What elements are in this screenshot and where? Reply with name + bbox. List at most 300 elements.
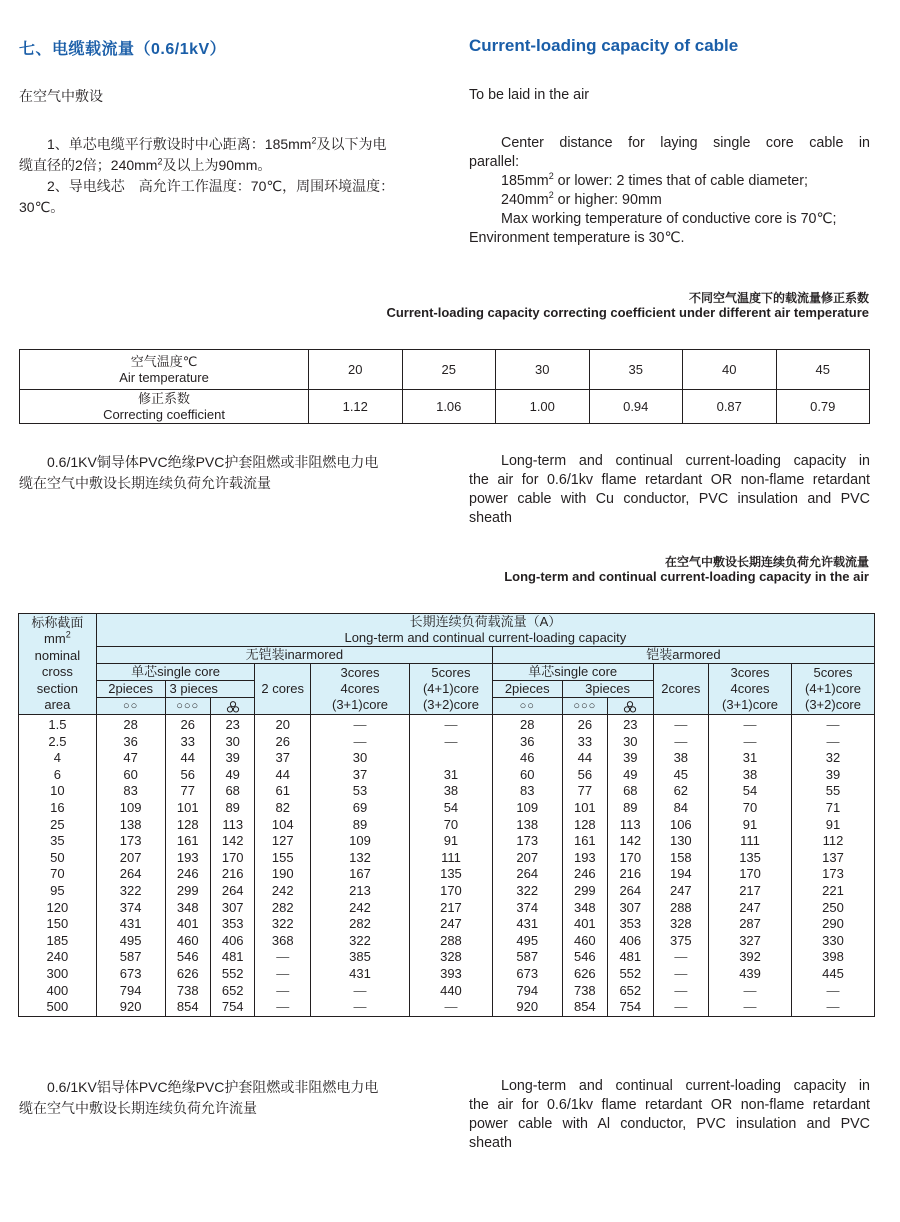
capacity-cell: 552 bbox=[608, 966, 653, 983]
capacity-cell: 920 bbox=[492, 999, 562, 1016]
coef-value-cell: 0.79 bbox=[776, 390, 870, 424]
capacity-cell: 247 bbox=[410, 916, 493, 933]
capacity-cell: 207 bbox=[492, 850, 562, 867]
capacity-cell: 23 bbox=[608, 715, 653, 734]
capacity-cell: 854 bbox=[165, 999, 210, 1016]
capacity-cell: 49 bbox=[210, 767, 254, 784]
capacity-cell: 445 bbox=[791, 966, 874, 983]
capacity-cell: 246 bbox=[165, 866, 210, 883]
capacity-cell: 374 bbox=[96, 900, 165, 917]
capacity-cell: 47 bbox=[96, 750, 165, 767]
capacity-cell: 54 bbox=[709, 783, 792, 800]
al-section-desc-cn: 0.6/1KV铝导体PVC绝缘PVC护套阻燃或非阻燃电力电 缆在空气中敷设长期连续负荷允许流量 bbox=[19, 1079, 379, 1116]
capacity-cell: 328 bbox=[653, 916, 709, 933]
capacity-cell: 242 bbox=[311, 900, 410, 917]
capacity-cell: 91 bbox=[410, 833, 493, 850]
capacity-cell: 30 bbox=[210, 734, 254, 751]
capacity-cell: 282 bbox=[255, 900, 311, 917]
intro-notes-en: Center distance for laying single core cable in parallel: $185mm^2$ or lower: 2 times that of cable diameter; $240mm^2$ or higher: 90mm Max working temperature of conductive core is 70℃; Environment temperature is 30℃. bbox=[469, 135, 870, 246]
capacity-cell: 264 bbox=[492, 866, 562, 883]
capacity-cell: 264 bbox=[210, 883, 254, 900]
table-row bbox=[19, 866, 875, 883]
cross-section-cell: 16 bbox=[19, 800, 97, 817]
coef-temp-cell: 35 bbox=[589, 350, 683, 390]
capacity-cell: — bbox=[791, 983, 874, 1000]
capacity-cell: 460 bbox=[165, 933, 210, 950]
coef-row-label-temp: 空气温度℃ Air temperature bbox=[20, 350, 309, 390]
cross-section-cell: 120 bbox=[19, 900, 97, 917]
capacity-cell: 49 bbox=[608, 767, 653, 784]
capacity-cell: 327 bbox=[709, 933, 792, 950]
capacity-cell: 307 bbox=[608, 900, 653, 917]
header-3cores-unarmored: 3cores 4cores (3+1)core bbox=[311, 664, 410, 715]
capacity-cell: 190 bbox=[255, 866, 311, 883]
trefoil-icon bbox=[608, 698, 653, 715]
capacity-cell: 170 bbox=[709, 866, 792, 883]
table-row bbox=[19, 833, 875, 850]
capacity-cell: 322 bbox=[311, 933, 410, 950]
capacity-cell: 135 bbox=[709, 850, 792, 867]
table-row bbox=[19, 715, 875, 734]
capacity-cell: 406 bbox=[608, 933, 653, 950]
capacity-cell: 217 bbox=[410, 900, 493, 917]
capacity-cell: 393 bbox=[410, 966, 493, 983]
capacity-cell: 36 bbox=[96, 734, 165, 751]
capacity-cell: 23 bbox=[210, 715, 254, 734]
capacity-cell: 217 bbox=[709, 883, 792, 900]
capacity-cell: 53 bbox=[311, 783, 410, 800]
capacity-cell: 246 bbox=[562, 866, 607, 883]
capacity-cell: 242 bbox=[255, 883, 311, 900]
capacity-cell: — bbox=[653, 734, 709, 751]
capacity-cell: 20 bbox=[255, 715, 311, 734]
capacity-cell: 738 bbox=[165, 983, 210, 1000]
capacity-cell bbox=[410, 750, 493, 767]
cap-table-title-en: Long-term and continual current-loading capacity in the air bbox=[504, 569, 869, 584]
capacity-cell: 28 bbox=[96, 715, 165, 734]
capacity-cell: 44 bbox=[562, 750, 607, 767]
coef-value-cell: 1.12 bbox=[309, 390, 403, 424]
header-nominal-area: 标称截面 $mm^2$ nominal cross section area bbox=[19, 614, 97, 715]
capacity-cell: 55 bbox=[791, 783, 874, 800]
capacity-cell: — bbox=[709, 999, 792, 1016]
capacity-cell: 587 bbox=[96, 949, 165, 966]
capacity-cell: 368 bbox=[255, 933, 311, 950]
capacity-cell: 794 bbox=[96, 983, 165, 1000]
coef-value-cell: 0.94 bbox=[589, 390, 683, 424]
capacity-cell: 221 bbox=[791, 883, 874, 900]
capacity-cell: 38 bbox=[410, 783, 493, 800]
header-3pieces-armored: 3pieces bbox=[562, 681, 653, 698]
capacity-cell: 56 bbox=[562, 767, 607, 784]
capacity-cell: 71 bbox=[791, 800, 874, 817]
capacity-cell: 353 bbox=[210, 916, 254, 933]
capacity-cell: 39 bbox=[210, 750, 254, 767]
capacity-cell: 89 bbox=[608, 800, 653, 817]
capacity-cell: 193 bbox=[562, 850, 607, 867]
header-single-core-armored: 单芯single core bbox=[492, 664, 653, 681]
coef-temp-cell: 30 bbox=[496, 350, 590, 390]
cross-section-cell: 4 bbox=[19, 750, 97, 767]
capacity-cell: 754 bbox=[608, 999, 653, 1016]
capacity-cell: 322 bbox=[96, 883, 165, 900]
capacity-cell: 128 bbox=[562, 817, 607, 834]
capacity-cell: 193 bbox=[165, 850, 210, 867]
header-5cores-unarmored: 5cores (4+1)core (3+2)core bbox=[410, 664, 493, 715]
capacity-cell: 33 bbox=[562, 734, 607, 751]
capacity-cell: 39 bbox=[608, 750, 653, 767]
table-row bbox=[19, 883, 875, 900]
capacity-cell: — bbox=[791, 999, 874, 1016]
capacity-cell: 89 bbox=[311, 817, 410, 834]
capacity-cell: 130 bbox=[653, 833, 709, 850]
capacity-cell: 84 bbox=[653, 800, 709, 817]
header-armored: 铠装armored bbox=[492, 647, 874, 664]
capacity-cell: 481 bbox=[608, 949, 653, 966]
cross-section-cell: 300 bbox=[19, 966, 97, 983]
coef-temp-cell: 25 bbox=[402, 350, 496, 390]
capacity-cell: 440 bbox=[410, 983, 493, 1000]
capacity-cell: 142 bbox=[608, 833, 653, 850]
trefoil-icon bbox=[210, 698, 254, 715]
capacity-cell: — bbox=[791, 715, 874, 734]
capacity-cell: 375 bbox=[653, 933, 709, 950]
table-row bbox=[19, 949, 875, 966]
section-title-cn: 七、电缆载流量（0.6/1kV） bbox=[19, 41, 227, 58]
three-circles-flat-icon: ○○○ bbox=[562, 698, 607, 715]
capacity-cell: 213 bbox=[311, 883, 410, 900]
three-circles-flat-icon: ○○○ bbox=[165, 698, 210, 715]
capacity-cell: 26 bbox=[255, 734, 311, 751]
table-row bbox=[19, 916, 875, 933]
capacity-cell: 91 bbox=[791, 817, 874, 834]
capacity-cell: 44 bbox=[165, 750, 210, 767]
cross-section-cell: 1.5 bbox=[19, 715, 97, 734]
capacity-cell: 61 bbox=[255, 783, 311, 800]
capacity-cell: 36 bbox=[492, 734, 562, 751]
capacity-cell: 282 bbox=[311, 916, 410, 933]
capacity-cell: 155 bbox=[255, 850, 311, 867]
capacity-cell: 170 bbox=[210, 850, 254, 867]
table-row bbox=[19, 800, 875, 817]
cross-section-cell: 10 bbox=[19, 783, 97, 800]
capacity-cell: 854 bbox=[562, 999, 607, 1016]
capacity-cell: 127 bbox=[255, 833, 311, 850]
capacity-cell: 173 bbox=[791, 866, 874, 883]
laid-in-air-cn: 在空气中敷设 bbox=[19, 88, 103, 104]
capacity-cell: 287 bbox=[709, 916, 792, 933]
two-circles-icon: ○○ bbox=[492, 698, 562, 715]
header-unarmored: 无铠装inarmored bbox=[96, 647, 492, 664]
coef-table-title-en: Current-loading capacity correcting coefficient under different air temperature bbox=[386, 305, 869, 320]
capacity-cell: 626 bbox=[562, 966, 607, 983]
capacity-cell: 161 bbox=[165, 833, 210, 850]
section-title-en: Current-loading capacity of cable bbox=[469, 36, 739, 55]
capacity-cell: — bbox=[653, 966, 709, 983]
capacity-cell: 44 bbox=[255, 767, 311, 784]
capacity-cell: — bbox=[791, 734, 874, 751]
capacity-cell: 132 bbox=[311, 850, 410, 867]
coef-table-title-cn: 不同空气温度下的载流量修正系数 bbox=[688, 291, 869, 305]
header-2cores-armored: 2cores bbox=[653, 664, 709, 715]
capacity-cell: 406 bbox=[210, 933, 254, 950]
capacity-cell: 920 bbox=[96, 999, 165, 1016]
capacity-cell: 330 bbox=[791, 933, 874, 950]
cross-section-cell: 50 bbox=[19, 850, 97, 867]
capacity-cell: 460 bbox=[562, 933, 607, 950]
capacity-cell: — bbox=[410, 734, 493, 751]
capacity-cell: 170 bbox=[608, 850, 653, 867]
capacity-cell: 495 bbox=[492, 933, 562, 950]
capacity-cell: 46 bbox=[492, 750, 562, 767]
two-circles-icon: ○○ bbox=[96, 698, 165, 715]
capacity-cell: — bbox=[410, 999, 493, 1016]
capacity-cell: 288 bbox=[653, 900, 709, 917]
capacity-cell: 77 bbox=[165, 783, 210, 800]
capacity-cell: 353 bbox=[608, 916, 653, 933]
capacity-cell: 68 bbox=[608, 783, 653, 800]
capacity-cell: 307 bbox=[210, 900, 254, 917]
header-single-core-unarmored: 单芯single core bbox=[96, 664, 255, 681]
cross-section-cell: 500 bbox=[19, 999, 97, 1016]
coef-row-label-coef: 修正系数 Correcting coefficient bbox=[20, 390, 309, 424]
capacity-cell: — bbox=[410, 715, 493, 734]
cross-section-cell: 150 bbox=[19, 916, 97, 933]
capacity-cell: 398 bbox=[791, 949, 874, 966]
coef-table bbox=[19, 349, 870, 424]
capacity-cell: 207 bbox=[96, 850, 165, 867]
intro-notes-cn: 1、单芯电缆平行敷设时中心距离：$185mm^2$及以下为电 缆直径的2倍；$240mm^2$及以上为90mm。 2、导电线芯 高允许工作温度：70℃，周围环境温度： 30℃。 bbox=[19, 135, 395, 215]
capacity-cell: 374 bbox=[492, 900, 562, 917]
capacity-cell: — bbox=[311, 734, 410, 751]
capacity-cell: 109 bbox=[96, 800, 165, 817]
capacity-cell: 216 bbox=[210, 866, 254, 883]
capacity-cell: — bbox=[653, 983, 709, 1000]
capacity-cell: 299 bbox=[562, 883, 607, 900]
capacity-table-body bbox=[19, 715, 875, 1017]
capacity-cell: 89 bbox=[210, 800, 254, 817]
capacity-cell: 626 bbox=[165, 966, 210, 983]
capacity-cell: 142 bbox=[210, 833, 254, 850]
cross-section-cell: 185 bbox=[19, 933, 97, 950]
capacity-cell: 111 bbox=[410, 850, 493, 867]
capacity-cell: 322 bbox=[492, 883, 562, 900]
capacity-cell: 45 bbox=[653, 767, 709, 784]
capacity-cell: 60 bbox=[492, 767, 562, 784]
al-section-desc-en: Long-term and continual current-loading capacity in the air for 0.6/1kv flame retardant OR non-flame retardant power cable with Al conductor, PVC insulation and PVC sheath bbox=[469, 1078, 870, 1151]
capacity-cell: 28 bbox=[492, 715, 562, 734]
header-2pieces-unarmored: 2pieces bbox=[96, 681, 165, 698]
capacity-cell: 137 bbox=[791, 850, 874, 867]
capacity-cell: 62 bbox=[653, 783, 709, 800]
capacity-cell: 401 bbox=[165, 916, 210, 933]
capacity-cell: 101 bbox=[562, 800, 607, 817]
capacity-cell: — bbox=[653, 715, 709, 734]
cross-section-cell: 2.5 bbox=[19, 734, 97, 751]
table-row bbox=[19, 783, 875, 800]
laid-in-air-en: To be laid in the air bbox=[469, 87, 590, 103]
capacity-cell: 138 bbox=[492, 817, 562, 834]
capacity-cell: — bbox=[255, 999, 311, 1016]
table-row bbox=[19, 734, 875, 751]
cross-section-cell: 240 bbox=[19, 949, 97, 966]
capacity-cell: — bbox=[311, 999, 410, 1016]
header-3pieces-unarmored: 3 pieces bbox=[165, 681, 255, 698]
capacity-cell: 392 bbox=[709, 949, 792, 966]
capacity-cell: 247 bbox=[709, 900, 792, 917]
capacity-cell: 173 bbox=[492, 833, 562, 850]
capacity-cell: 60 bbox=[96, 767, 165, 784]
capacity-cell: 111 bbox=[709, 833, 792, 850]
capacity-cell: 70 bbox=[410, 817, 493, 834]
capacity-cell: 288 bbox=[410, 933, 493, 950]
capacity-cell: 481 bbox=[210, 949, 254, 966]
capacity-cell: 138 bbox=[96, 817, 165, 834]
capacity-cell: 673 bbox=[492, 966, 562, 983]
coef-value-cell: 1.06 bbox=[402, 390, 496, 424]
capacity-cell: — bbox=[653, 999, 709, 1016]
capacity-cell: — bbox=[255, 966, 311, 983]
cross-section-cell: 25 bbox=[19, 817, 97, 834]
capacity-cell: 264 bbox=[608, 883, 653, 900]
capacity-cell: 109 bbox=[311, 833, 410, 850]
capacity-cell: 31 bbox=[410, 767, 493, 784]
coef-temp-cell: 40 bbox=[683, 350, 777, 390]
capacity-cell: 587 bbox=[492, 949, 562, 966]
capacity-cell: 68 bbox=[210, 783, 254, 800]
capacity-cell: — bbox=[709, 734, 792, 751]
capacity-cell: 652 bbox=[608, 983, 653, 1000]
capacity-cell: 113 bbox=[210, 817, 254, 834]
capacity-cell: 247 bbox=[653, 883, 709, 900]
capacity-cell: 38 bbox=[653, 750, 709, 767]
capacity-cell: 299 bbox=[165, 883, 210, 900]
capacity-cell: 401 bbox=[562, 916, 607, 933]
capacity-cell: 170 bbox=[410, 883, 493, 900]
capacity-cell: 109 bbox=[492, 800, 562, 817]
header-5cores-armored: 5cores (4+1)core (3+2)core bbox=[791, 664, 874, 715]
capacity-cell: 652 bbox=[210, 983, 254, 1000]
capacity-cell: 101 bbox=[165, 800, 210, 817]
capacity-cell: — bbox=[311, 983, 410, 1000]
capacity-cell: 348 bbox=[562, 900, 607, 917]
capacity-cell: — bbox=[311, 715, 410, 734]
cross-section-cell: 95 bbox=[19, 883, 97, 900]
capacity-cell: 794 bbox=[492, 983, 562, 1000]
capacity-cell: 431 bbox=[96, 916, 165, 933]
capacity-cell: 546 bbox=[165, 949, 210, 966]
coef-value-cell: 1.00 bbox=[496, 390, 590, 424]
table-row bbox=[19, 850, 875, 867]
capacity-table bbox=[18, 613, 875, 1017]
table-row bbox=[19, 817, 875, 834]
capacity-cell: 31 bbox=[709, 750, 792, 767]
capacity-cell: 69 bbox=[311, 800, 410, 817]
capacity-cell: 26 bbox=[562, 715, 607, 734]
coef-temp-cell: 45 bbox=[776, 350, 870, 390]
capacity-cell: — bbox=[653, 949, 709, 966]
capacity-cell: 37 bbox=[311, 767, 410, 784]
capacity-cell: 754 bbox=[210, 999, 254, 1016]
capacity-cell: 32 bbox=[791, 750, 874, 767]
capacity-cell: 135 bbox=[410, 866, 493, 883]
table-row bbox=[19, 900, 875, 917]
capacity-cell: 30 bbox=[608, 734, 653, 751]
cu-section-desc-en: Long-term and continual current-loading capacity in the air for 0.6/1kv flame retardant OR non-flame retardant power cable with Cu conductor, PVC insulation and PVC sheath bbox=[469, 453, 870, 526]
table-row bbox=[19, 750, 875, 767]
cross-section-cell: 6 bbox=[19, 767, 97, 784]
coef-value-cell: 0.87 bbox=[683, 390, 777, 424]
capacity-cell: 77 bbox=[562, 783, 607, 800]
table-row bbox=[19, 966, 875, 983]
capacity-cell: 348 bbox=[165, 900, 210, 917]
table-row bbox=[19, 933, 875, 950]
capacity-cell: 673 bbox=[96, 966, 165, 983]
capacity-cell: 70 bbox=[709, 800, 792, 817]
capacity-cell: 113 bbox=[608, 817, 653, 834]
capacity-cell: 290 bbox=[791, 916, 874, 933]
capacity-cell: 167 bbox=[311, 866, 410, 883]
cross-section-cell: 400 bbox=[19, 983, 97, 1000]
capacity-cell: 431 bbox=[311, 966, 410, 983]
cu-section-desc-cn: 0.6/1KV铜导体PVC绝缘PVC护套阻燃或非阻燃电力电 缆在空气中敷设长期连续负荷允许载流量 bbox=[19, 454, 379, 491]
capacity-cell: 216 bbox=[608, 866, 653, 883]
capacity-cell: 264 bbox=[96, 866, 165, 883]
capacity-cell: 194 bbox=[653, 866, 709, 883]
capacity-cell: 82 bbox=[255, 800, 311, 817]
table-row bbox=[19, 767, 875, 784]
table-row bbox=[19, 999, 875, 1016]
capacity-cell: 112 bbox=[791, 833, 874, 850]
header-3cores-armored: 3cores 4cores (3+1)core bbox=[709, 664, 792, 715]
cross-section-cell: 70 bbox=[19, 866, 97, 883]
capacity-cell: 106 bbox=[653, 817, 709, 834]
capacity-cell: 328 bbox=[410, 949, 493, 966]
capacity-cell: — bbox=[709, 715, 792, 734]
coef-temp-cell: 20 bbox=[309, 350, 403, 390]
capacity-cell: 546 bbox=[562, 949, 607, 966]
capacity-cell: 161 bbox=[562, 833, 607, 850]
capacity-cell: 158 bbox=[653, 850, 709, 867]
table-row bbox=[19, 983, 875, 1000]
capacity-cell: 38 bbox=[709, 767, 792, 784]
capacity-cell: 431 bbox=[492, 916, 562, 933]
capacity-cell: 104 bbox=[255, 817, 311, 834]
capacity-cell: 83 bbox=[492, 783, 562, 800]
capacity-cell: 30 bbox=[311, 750, 410, 767]
capacity-cell: 552 bbox=[210, 966, 254, 983]
capacity-cell: 128 bbox=[165, 817, 210, 834]
capacity-cell: — bbox=[709, 983, 792, 1000]
capacity-cell: 738 bbox=[562, 983, 607, 1000]
cross-section-cell: 35 bbox=[19, 833, 97, 850]
capacity-cell: 173 bbox=[96, 833, 165, 850]
capacity-cell: 37 bbox=[255, 750, 311, 767]
capacity-cell: 322 bbox=[255, 916, 311, 933]
capacity-cell: 33 bbox=[165, 734, 210, 751]
header-2cores-unarmored: 2 cores bbox=[255, 664, 311, 715]
header-capacity-title: 长期连续负荷载流量（A） Long-term and continual current-loading capacity bbox=[96, 614, 874, 647]
capacity-cell: 39 bbox=[791, 767, 874, 784]
capacity-cell: 91 bbox=[709, 817, 792, 834]
capacity-cell: 83 bbox=[96, 783, 165, 800]
header-2pieces-armored: 2pieces bbox=[492, 681, 562, 698]
capacity-cell: 439 bbox=[709, 966, 792, 983]
cap-table-title-cn: 在空气中敷设长期连续负荷允许载流量 bbox=[664, 555, 869, 569]
capacity-cell: — bbox=[255, 949, 311, 966]
capacity-cell: 250 bbox=[791, 900, 874, 917]
capacity-cell: 56 bbox=[165, 767, 210, 784]
